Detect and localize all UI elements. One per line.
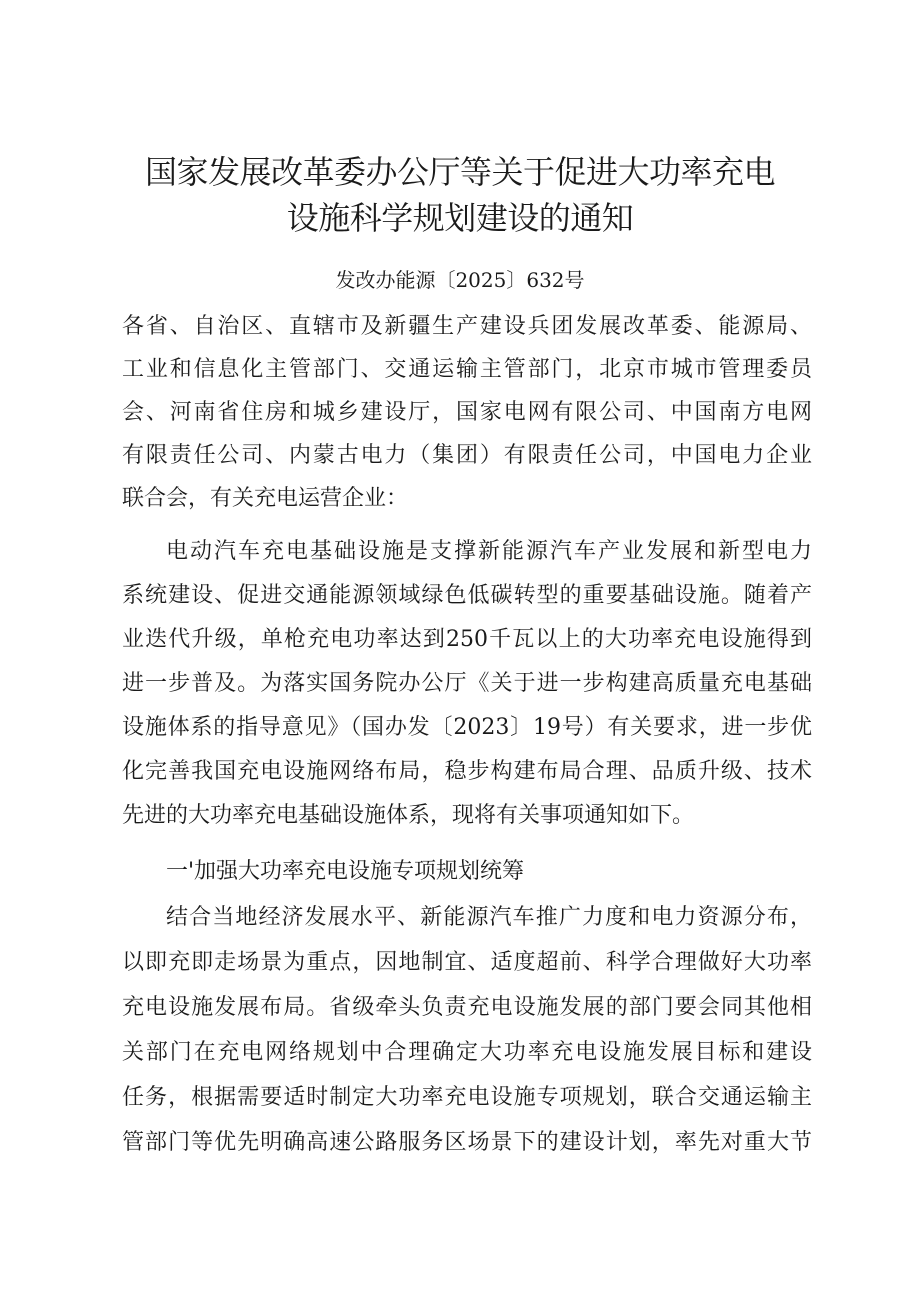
paragraph-1-line: 先进的大功率充电基础设施体系，现将有关事项通知如下。	[122, 803, 695, 828]
paragraph-1-line: 系统建设、促进交通能源领域绿色低碳转型的重要基础设施。随着产	[122, 583, 812, 608]
addressee-line: 各省、自治区、直辖市及新疆生产建设兵团发展改革委、能源局、	[122, 314, 812, 339]
paragraph-1-line: 进一步普及。为落实国务院办公厅《关于进一步构建高质量充电基础	[122, 671, 812, 696]
paragraph-2-line: 管部门等优先明确高速公路服务区场景下的建设计划，率先对重大节	[122, 1130, 812, 1155]
document-title-line-1: 国家发展改革委办公厅等关于促进大功率充电	[144, 153, 775, 191]
paragraph-1-line: 化完善我国充电设施网络布局，稳步构建布局合理、品质升级、技术	[122, 759, 812, 784]
paragraph-1-line: 电动汽车充电基础设施是支撑新能源汽车产业发展和新型电力	[166, 539, 812, 564]
paragraph-1-line: 业迭代升级，单枪充电功率达到250千瓦以上的大功率充电设施得到	[122, 627, 812, 652]
paragraph-2-line: 结合当地经济发展水平、新能源汽车推广力度和电力资源分布，	[166, 905, 812, 930]
document-number: 发改办能源〔2025〕632号	[335, 268, 585, 292]
paragraph-1-line: 设施体系的指导意见》（国办发〔2023〕19号）有关要求，进一步优	[122, 715, 812, 740]
paragraph-2-line: 以即充即走场景为重点，因地制宜、适度超前、科学合理做好大功率	[122, 950, 812, 975]
addressee-line: 有限责任公司、内蒙古电力（集团）有限责任公司，中国电力企业	[122, 443, 812, 468]
addressee-line: 工业和信息化主管部门、交通运输主管部门，北京市城市管理委员	[122, 357, 812, 382]
section-1-heading: 一'加强大功率充电设施专项规划统筹	[166, 859, 525, 884]
addressee-line: 联合会，有关充电运营企业：	[122, 486, 409, 511]
document-title-line-2: 设施科学规划建设的通知	[286, 199, 634, 237]
paragraph-2-line: 充电设施发展布局。省级牵头负责充电设施发展的部门要会同其他相	[122, 995, 812, 1020]
paragraph-2-line: 关部门在充电网络规划中合理确定大功率充电设施发展目标和建设	[122, 1040, 812, 1065]
addressee-line: 会、河南省住房和城乡建设厅，国家电网有限公司、中国南方电网	[122, 400, 812, 425]
paragraph-2-line: 任务，根据需要适时制定大功率充电设施专项规划，联合交通运输主	[122, 1085, 812, 1110]
